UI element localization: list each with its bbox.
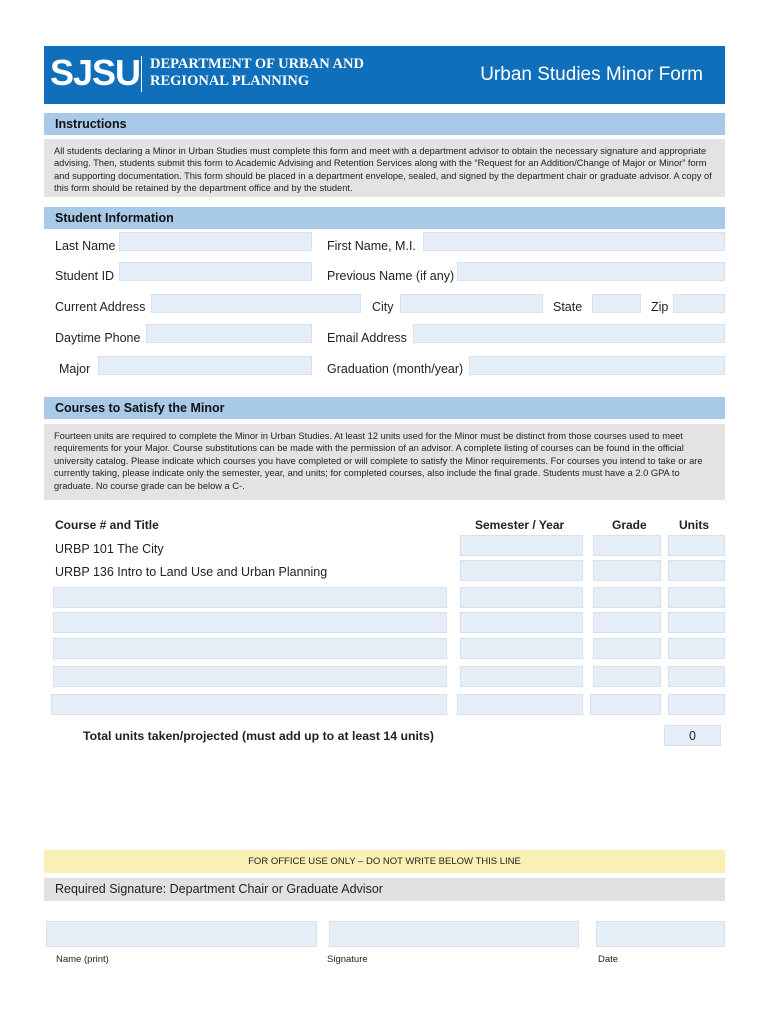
course-row-1-title: URBP 101 The City (55, 542, 164, 556)
city-label: City (372, 300, 394, 314)
page-header (44, 46, 725, 104)
major-field[interactable] (98, 356, 312, 375)
total-units-field[interactable] (664, 725, 721, 746)
instructions-text: All students declaring a Minor in Urban Studies must complete this form and meet with a department advisor to obtain the necessary signature and appropriate advising. Then, students submit this form to Academic Advising and Retention Services along with the “Request for an Addition/Change of Major or Minor” form and supporting documentation. This form should be placed in a department envelope, sealed, and signed by the department chair or graduate advisor. A copy of this form should be retained by the department office and by the student. (44, 139, 725, 197)
current-address-label: Current Address (55, 300, 146, 314)
zip-field[interactable] (673, 294, 725, 313)
email-field[interactable] (413, 324, 725, 343)
daytime-phone-label: Daytime Phone (55, 331, 141, 345)
course-row-3-semester[interactable] (460, 587, 583, 608)
total-units-label: Total units taken/projected (must add up to at least 14 units) (83, 729, 434, 743)
course-row-1-semester[interactable] (460, 535, 583, 556)
state-label: State (553, 300, 583, 314)
course-row-6-units[interactable] (668, 666, 725, 687)
zip-label: Zip (651, 300, 669, 314)
previous-name-field[interactable] (457, 262, 725, 281)
course-row-4-semester[interactable] (460, 612, 583, 633)
course-row-5-semester[interactable] (460, 638, 583, 659)
course-row-7-title[interactable] (51, 694, 447, 715)
course-row-1-units[interactable] (668, 535, 725, 556)
semester-column-header: Semester / Year (475, 518, 565, 532)
signature-heading: Required Signature: Department Chair or Graduate Advisor (44, 878, 725, 901)
graduation-label: Graduation (month/year) (327, 362, 464, 376)
course-row-4-units[interactable] (668, 612, 725, 633)
courses-heading: Courses to Satisfy the Minor (44, 397, 725, 419)
signature-field[interactable] (329, 921, 579, 947)
first-name-field[interactable] (423, 232, 725, 251)
signature-label: Signature (327, 954, 368, 965)
total-units-value: 0 (689, 729, 696, 743)
state-field[interactable] (592, 294, 641, 313)
course-row-6-grade[interactable] (593, 666, 661, 687)
course-column-header: Course # and Title (55, 518, 159, 532)
department-name (150, 56, 364, 90)
major-label: Major (59, 362, 91, 376)
name-print-field[interactable] (46, 921, 317, 947)
course-row-6-semester[interactable] (460, 666, 583, 687)
grade-column-header: Grade (612, 518, 647, 532)
last-name-label: Last Name (55, 239, 116, 253)
student-id-field[interactable] (119, 262, 312, 281)
course-row-3-grade[interactable] (593, 587, 661, 608)
last-name-field[interactable] (119, 232, 312, 251)
course-row-7-units[interactable] (668, 694, 725, 715)
sjsu-logo: SJSU (50, 52, 141, 93)
date-label: Date (598, 954, 619, 965)
course-row-3-units[interactable] (668, 587, 725, 608)
first-name-label: First Name, M.I. (327, 239, 416, 253)
form-title: Urban Studies Minor Form (480, 64, 703, 85)
daytime-phone-field[interactable] (146, 324, 312, 343)
course-row-2-semester[interactable] (460, 560, 583, 581)
course-row-4-grade[interactable] (593, 612, 661, 633)
course-row-2-grade[interactable] (593, 560, 661, 581)
email-label: Email Address (327, 331, 407, 345)
courses-text: Fourteen units are required to complete the Minor in Urban Studies. At least 12 units used for the Minor must be distinct from those courses used to meet requirements for your Major. Course substitutions can be made with the permission of an advisor. A complete listing of courses can be found in the official university catalog. Please indicate which courses you have completed or will complete to satisfy the Minor requirements. For courses you intend to take or are currently taking, please indicate only the semester, year, and units; for completed courses, also include the final grade. Students must have a 2.0 GPA to graduate. No course grade can be below a C-. (44, 424, 725, 500)
course-row-2-title: URBP 136 Intro to Land Use and Urban Planning (55, 565, 328, 579)
course-row-5-title[interactable] (53, 638, 447, 659)
city-field[interactable] (400, 294, 543, 313)
course-row-1-grade[interactable] (593, 535, 661, 556)
course-row-5-units[interactable] (668, 638, 725, 659)
graduation-field[interactable] (469, 356, 725, 375)
course-row-3-title[interactable] (53, 587, 447, 608)
date-field[interactable] (596, 921, 725, 947)
previous-name-label: Previous Name (if any) (327, 269, 455, 283)
course-row-4-title[interactable] (53, 612, 447, 633)
instructions-heading: Instructions (44, 113, 725, 135)
course-row-7-semester[interactable] (457, 694, 583, 715)
course-row-7-grade[interactable] (590, 694, 661, 715)
student-info-heading: Student Information (44, 207, 725, 229)
department-line-1: DEPARTMENT OF URBAN AND (150, 56, 364, 72)
department-line-2: REGIONAL PLANNING (150, 73, 310, 89)
course-row-2-units[interactable] (668, 560, 725, 581)
logo-divider (141, 56, 142, 92)
current-address-field[interactable] (151, 294, 361, 313)
office-use-notice: FOR OFFICE USE ONLY – DO NOT WRITE BELOW THIS LINE (44, 850, 725, 873)
course-row-6-title[interactable] (53, 666, 447, 687)
name-print-label: Name (print) (56, 954, 109, 965)
course-row-5-grade[interactable] (593, 638, 661, 659)
units-column-header: Units (679, 518, 709, 532)
student-id-label: Student ID (55, 269, 115, 283)
